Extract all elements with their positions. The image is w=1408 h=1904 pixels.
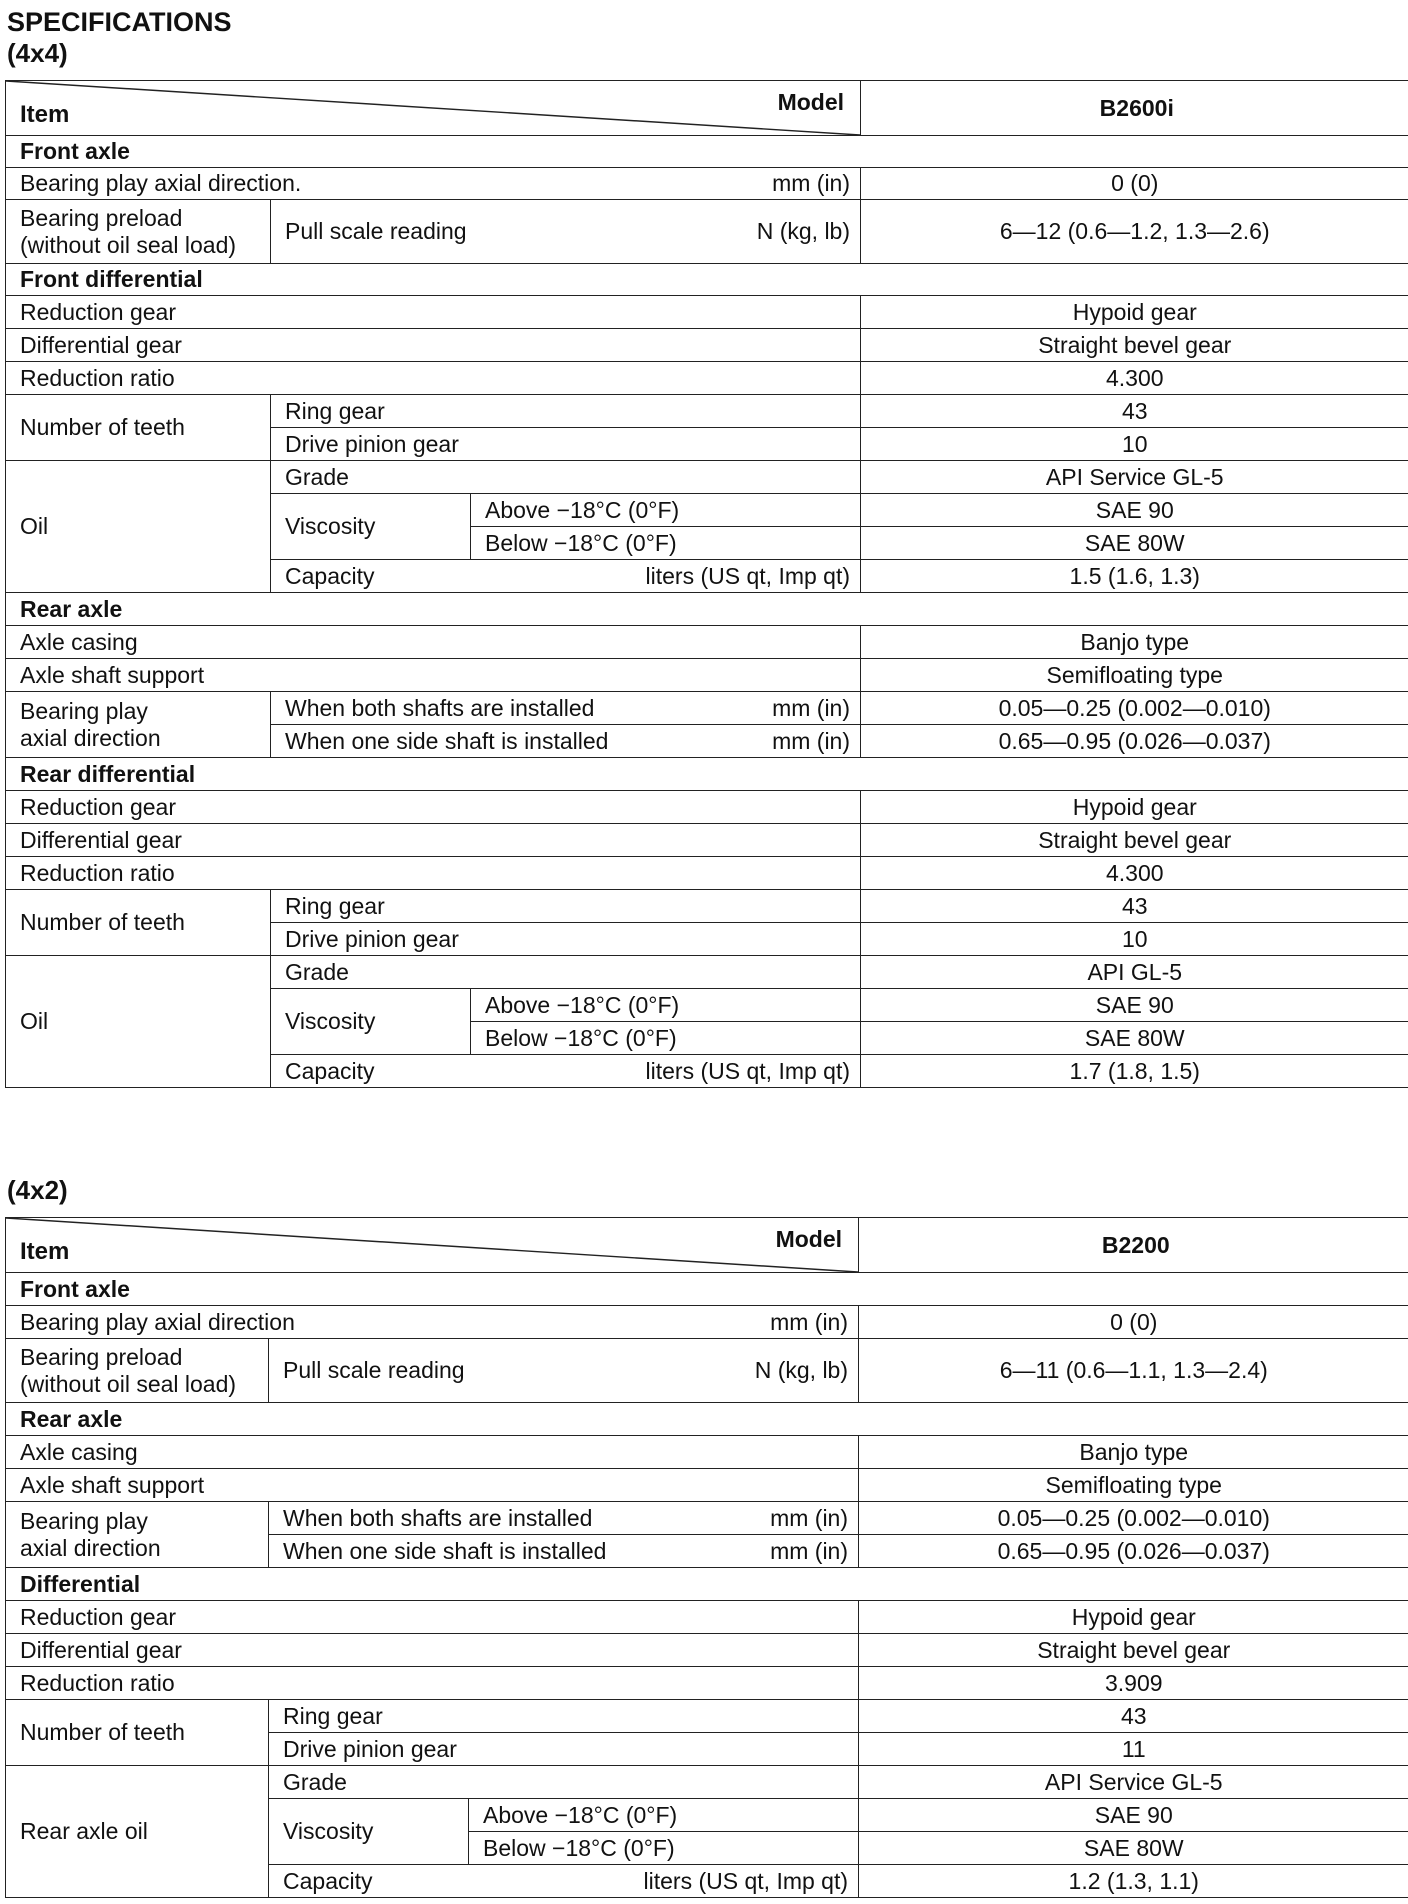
row-label: Rear axle oil [6, 1766, 269, 1898]
sub-label: Pull scale reading [283, 1357, 465, 1383]
row-value: SAE 80W [861, 527, 1408, 560]
row-value: Straight bevel gear [859, 1634, 1408, 1667]
row-label: Differential gear [6, 1634, 859, 1667]
row-label: Reduction gear [6, 296, 861, 329]
spec-table-4x4 [5, 80, 1408, 1088]
row-value: Hypoid gear [861, 296, 1408, 329]
row-label: Axle casing [6, 626, 861, 659]
row-value: 1.2 (1.3, 1.1) [859, 1865, 1408, 1898]
row-label-sub: axial direction [20, 1534, 161, 1561]
table-row [6, 857, 1408, 890]
header-row [6, 1218, 1408, 1273]
header-row [6, 81, 1408, 136]
row-value: 10 [861, 428, 1408, 461]
condition-label: Below −18°C (0°F) [471, 527, 861, 560]
sub-label: Capacity [285, 562, 375, 589]
sub-label: Grade [271, 461, 861, 494]
diagonal-divider [6, 81, 860, 135]
table-row [6, 956, 1408, 989]
row-label: Oil [6, 956, 271, 1088]
row-unit: mm (in) [770, 1537, 849, 1564]
condition-label: Above −18°C (0°F) [471, 989, 861, 1022]
row-unit: liters (US qt, Imp qt) [643, 1867, 849, 1894]
table-row [6, 824, 1408, 857]
condition-label: Above −18°C (0°F) [471, 494, 861, 527]
row-label: Differential gear [6, 824, 861, 857]
condition-label: Above −18°C (0°F) [469, 1799, 859, 1832]
spec-table-4x2 [5, 1217, 1408, 1898]
row-label: Bearing play [20, 697, 148, 724]
table-row [6, 791, 1408, 824]
table-row [6, 1339, 1408, 1403]
table-row [6, 1306, 1408, 1339]
row-unit: mm (in) [772, 727, 851, 754]
row-label: Bearing play axial direction. [20, 170, 302, 196]
row-label: Number of teeth [6, 1700, 269, 1766]
table-row [6, 362, 1408, 395]
table-row [6, 1601, 1408, 1634]
row-value: SAE 90 [859, 1799, 1408, 1832]
sub-label: Capacity [285, 1057, 375, 1084]
row-label: Bearing preload [20, 204, 183, 231]
sub-label: Drive pinion gear [271, 428, 861, 461]
row-label: Differential gear [6, 329, 861, 362]
row-label: Reduction ratio [6, 362, 861, 395]
table-row [6, 1667, 1408, 1700]
row-value: SAE 80W [861, 1022, 1408, 1055]
section-heading-4x4: (4x4) [7, 38, 68, 68]
sub-label: Grade [271, 956, 861, 989]
row-value: Hypoid gear [861, 791, 1408, 824]
header-item-label: Item [20, 1238, 70, 1265]
row-label-sub: axial direction [20, 724, 161, 751]
row-value: Hypoid gear [859, 1601, 1408, 1634]
table-row [6, 659, 1408, 692]
sub-label: Drive pinion gear [271, 923, 861, 956]
row-value: 0.05—0.25 (0.002—0.010) [859, 1502, 1408, 1535]
row-label: Reduction gear [6, 791, 861, 824]
table-row [6, 168, 1408, 200]
section-rear-differential: Rear differential [6, 758, 1408, 791]
condition-label: Below −18°C (0°F) [471, 1022, 861, 1055]
row-value: API Service GL-5 [861, 461, 1408, 494]
section-heading-4x2: (4x2) [7, 1175, 68, 1205]
row-label: Reduction ratio [6, 1667, 859, 1700]
row-value: 4.300 [861, 857, 1408, 890]
row-unit: mm (in) [770, 1504, 849, 1531]
row-value: SAE 80W [859, 1832, 1408, 1865]
sub-label: Drive pinion gear [269, 1733, 859, 1766]
row-label: Axle casing [6, 1436, 859, 1469]
row-value: SAE 90 [861, 494, 1408, 527]
condition-label: Below −18°C (0°F) [469, 1832, 859, 1865]
row-unit: N (kg, lb) [754, 1357, 849, 1383]
row-value: Banjo type [861, 626, 1408, 659]
sub-label: Ring gear [269, 1700, 859, 1733]
model-name: B2600i [861, 81, 1408, 136]
row-value: 4.300 [861, 362, 1408, 395]
table-row [6, 395, 1408, 428]
row-unit: mm (in) [770, 1308, 849, 1335]
sub-label: Pull scale reading [285, 218, 467, 244]
header-model-label: Model [775, 1226, 843, 1252]
row-value: 6—12 (0.6—1.2, 1.3—2.6) [861, 200, 1408, 264]
row-label: Bearing play axial direction [20, 1308, 295, 1335]
sub-label: Ring gear [271, 395, 861, 428]
row-value: SAE 90 [861, 989, 1408, 1022]
diagonal-divider [6, 1218, 858, 1272]
sub-label: When both shafts are installed [285, 694, 595, 721]
row-label: Oil [6, 461, 271, 593]
row-value: 3.909 [859, 1667, 1408, 1700]
row-value: Semifloating type [861, 659, 1408, 692]
header-model-label: Model [777, 89, 845, 115]
row-value: 1.5 (1.6, 1.3) [861, 560, 1408, 593]
row-value: 0 (0) [859, 1306, 1408, 1339]
table-row [6, 1469, 1408, 1502]
row-unit: liters (US qt, Imp qt) [645, 562, 851, 589]
row-value: 43 [861, 890, 1408, 923]
header-item-model-cell [6, 1218, 859, 1273]
sub-label: When both shafts are installed [283, 1504, 593, 1531]
sub-label: When one side shaft is installed [285, 727, 609, 754]
sub-label: Capacity [283, 1867, 373, 1894]
row-value: 11 [859, 1733, 1408, 1766]
table-row [6, 1766, 1408, 1799]
table-row [6, 200, 1408, 264]
row-unit: N (kg, lb) [756, 218, 851, 244]
page-title: SPECIFICATIONS [7, 7, 232, 37]
row-value: 43 [861, 395, 1408, 428]
row-unit: liters (US qt, Imp qt) [645, 1057, 851, 1084]
table-row [6, 461, 1408, 494]
model-name: B2200 [859, 1218, 1408, 1273]
section-front-axle: Front axle [6, 136, 1408, 168]
section-rear-axle: Rear axle [6, 1403, 1408, 1436]
row-value: API Service GL-5 [859, 1766, 1408, 1799]
table-row [6, 1634, 1408, 1667]
row-value: Semifloating type [859, 1469, 1408, 1502]
row-label: Number of teeth [6, 890, 271, 956]
row-label-sub: (without oil seal load) [20, 231, 237, 258]
row-label: Reduction ratio [6, 857, 861, 890]
row-label-sub: (without oil seal load) [20, 1370, 237, 1397]
section-differential: Differential [6, 1568, 1408, 1601]
table-row [6, 626, 1408, 659]
row-value: 0 (0) [861, 168, 1408, 200]
row-value: Straight bevel gear [861, 824, 1408, 857]
row-value: 0.05—0.25 (0.002—0.010) [861, 692, 1408, 725]
row-value: 0.65—0.95 (0.026—0.037) [859, 1535, 1408, 1568]
section-front-axle: Front axle [6, 1273, 1408, 1306]
row-label: Bearing play [20, 1507, 148, 1534]
sub-label: Viscosity [269, 1799, 469, 1865]
row-value: Banjo type [859, 1436, 1408, 1469]
row-unit: mm (in) [772, 694, 851, 721]
sub-label: When one side shaft is installed [283, 1537, 607, 1564]
row-value: 43 [859, 1700, 1408, 1733]
table-row [6, 329, 1408, 362]
sub-label: Ring gear [271, 890, 861, 923]
sub-label: Grade [269, 1766, 859, 1799]
row-value: 6—11 (0.6—1.1, 1.3—2.4) [859, 1339, 1408, 1403]
table-row [6, 692, 1408, 725]
row-label: Axle shaft support [6, 1469, 859, 1502]
header-item-label: Item [20, 101, 70, 128]
row-label: Axle shaft support [6, 659, 861, 692]
row-value: 1.7 (1.8, 1.5) [861, 1055, 1408, 1088]
table-row [6, 1502, 1408, 1535]
row-label: Bearing preload [20, 1343, 183, 1370]
section-front-differential: Front differential [6, 264, 1408, 296]
row-label: Reduction gear [6, 1601, 859, 1634]
row-label: Number of teeth [6, 395, 271, 461]
row-value: 0.65—0.95 (0.026—0.037) [861, 725, 1408, 758]
table-row [6, 1700, 1408, 1733]
header-item-model-cell [6, 81, 861, 136]
row-value: 10 [861, 923, 1408, 956]
section-rear-axle: Rear axle [6, 593, 1408, 626]
row-value: API GL-5 [861, 956, 1408, 989]
table-row [6, 296, 1408, 329]
row-value: Straight bevel gear [861, 329, 1408, 362]
sub-label: Viscosity [271, 989, 471, 1055]
table-row [6, 890, 1408, 923]
sub-label: Viscosity [271, 494, 471, 560]
row-unit: mm (in) [772, 170, 851, 196]
table-row [6, 1436, 1408, 1469]
